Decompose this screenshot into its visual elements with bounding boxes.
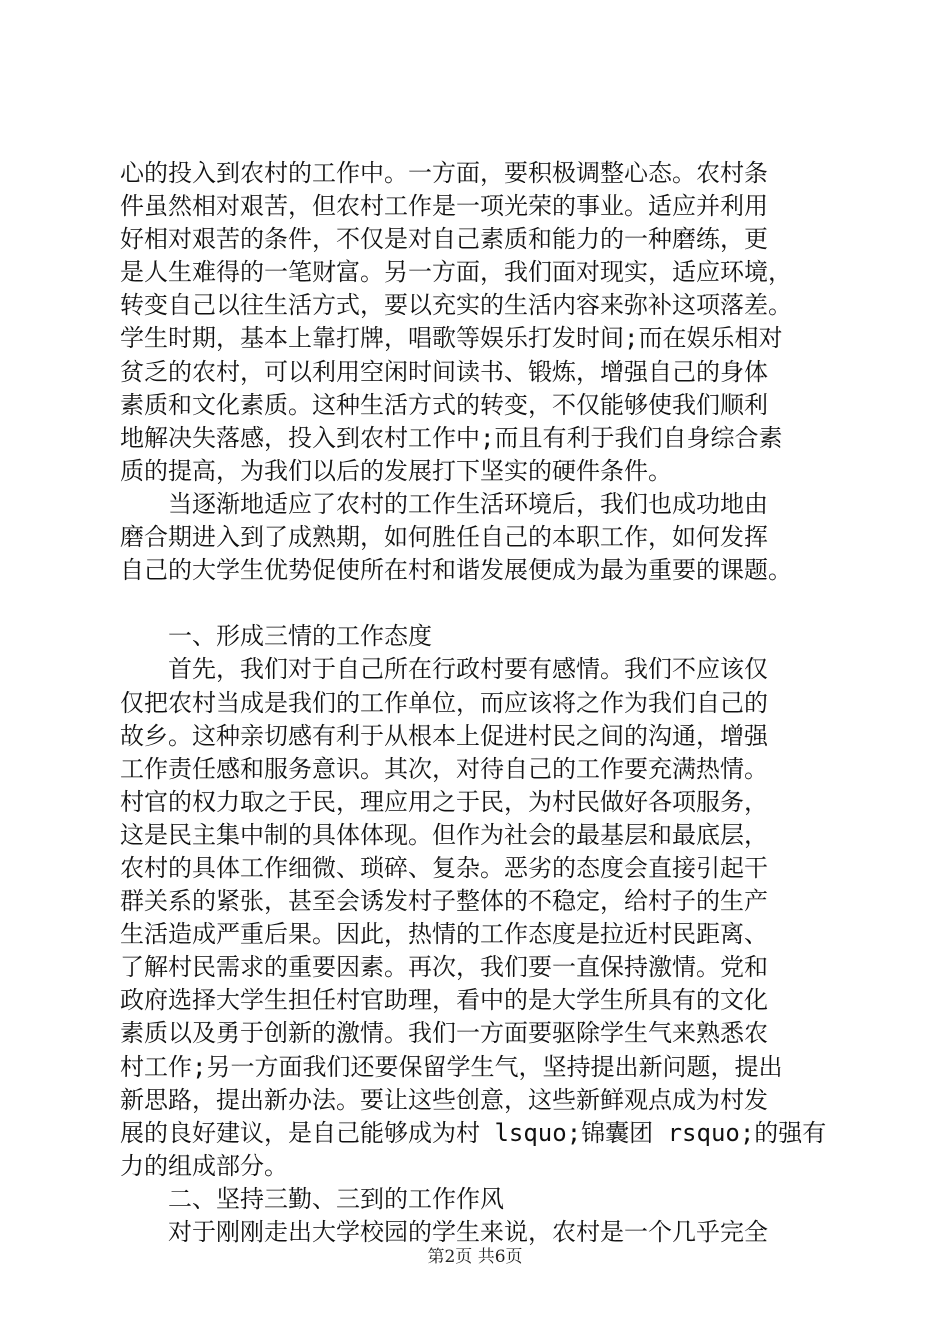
- text-line: 村工作;另一方面我们还要保留学生气，坚持提出新问题，提出: [120, 1052, 783, 1081]
- section-heading-1: 一、形成三情的工作态度: [168, 622, 432, 651]
- text-line: 农村的具体工作细微、琐碎、复杂。恶劣的态度会直接引起干: [120, 853, 768, 882]
- text-line: 仅把农村当成是我们的工作单位，而应该将之作为我们自己的: [120, 688, 768, 717]
- text-line: 心的投入到农村的工作中。一方面，要积极调整心态。农村条: [120, 159, 768, 187]
- text-line: 自己的大学生优势促使所在村和谐发展便成为最为重要的课题。: [120, 556, 792, 585]
- text-line: 素质以及勇于创新的激情。我们一方面要驱除学生气来熟悉农: [120, 1019, 768, 1048]
- text-line: 是人生难得的一笔财富。另一方面，我们面对现实，适应环境，: [120, 258, 792, 287]
- text-line: 新思路，提出新办法。要让这些创意，这些新鲜观点成为村发: [120, 1085, 768, 1114]
- page-footer: 第2页 共6页: [427, 1247, 523, 1267]
- text-line: 力的组成部分。: [120, 1151, 288, 1180]
- text-line: 了解村民需求的重要因素。再次，我们要一直保持激情。党和: [120, 953, 768, 982]
- paragraph-start: 对于刚刚走出大学校园的学生来说，农村是一个几乎完全: [168, 1218, 768, 1246]
- text-line: 转变自己以往生活方式，要以充实的生活内容来弥补这项落差。: [120, 291, 792, 320]
- text-line: 故乡。这种亲切感有利于从根本上促进村民之间的沟通，增强: [120, 721, 768, 750]
- text-line: 政府选择大学生担任村官助理，看中的是大学生所具有的文化: [120, 986, 768, 1015]
- text-line: 素质和文化素质。这种生活方式的转变，不仅能够使我们顺利: [120, 390, 768, 419]
- body-text: [120, 157, 840, 1249]
- text-line: 展的良好建议，是自己能够成为村 lsquo;锦囊团 rsquo;的强有: [120, 1118, 827, 1147]
- text-line: 生活造成严重后果。因此，热情的工作态度是拉近村民距离、: [120, 920, 768, 949]
- text-line: 地解决失落感，投入到农村工作中;而且有利于我们自身综合素: [120, 423, 783, 452]
- text-line: 磨合期进入到了成熟期，如何胜任自己的本职工作，如何发挥: [120, 523, 768, 552]
- text-line: 工作责任感和服务意识。其次，对待自己的工作要充满热情。: [120, 754, 768, 783]
- text-line: 好相对艰苦的条件，不仅是对自己素质和能力的一种磨练，更: [120, 225, 768, 254]
- text-line: 件虽然相对艰苦，但农村工作是一项光荣的事业。适应并利用: [120, 192, 768, 221]
- text-line: 群关系的紧张，甚至会诱发村子整体的不稳定，给村子的生产: [120, 887, 768, 916]
- section-heading-2: 二、坚持三勤、三到的工作作风: [168, 1184, 504, 1213]
- text-line: 学生时期，基本上靠打牌，唱歌等娱乐打发时间;而在娱乐相对: [120, 324, 783, 353]
- paragraph-start: 首先，我们对于自己所在行政村要有感情。我们不应该仅: [168, 655, 768, 684]
- text-line: 这是民主集中制的具体体现。但作为社会的最基层和最底层，: [120, 820, 768, 849]
- paragraph-start: 当逐渐地适应了农村的工作生活环境后，我们也成功地由: [168, 489, 768, 518]
- text-line: 贫乏的农村，可以利用空闲时间读书、锻炼，增强自己的身体: [120, 357, 768, 386]
- blank-line: [120, 587, 840, 620]
- text-line: 村官的权力取之于民，理应用之于民，为村民做好各项服务，: [120, 787, 768, 816]
- text-line: 质的提高，为我们以后的发展打下坚实的硬件条件。: [120, 456, 672, 485]
